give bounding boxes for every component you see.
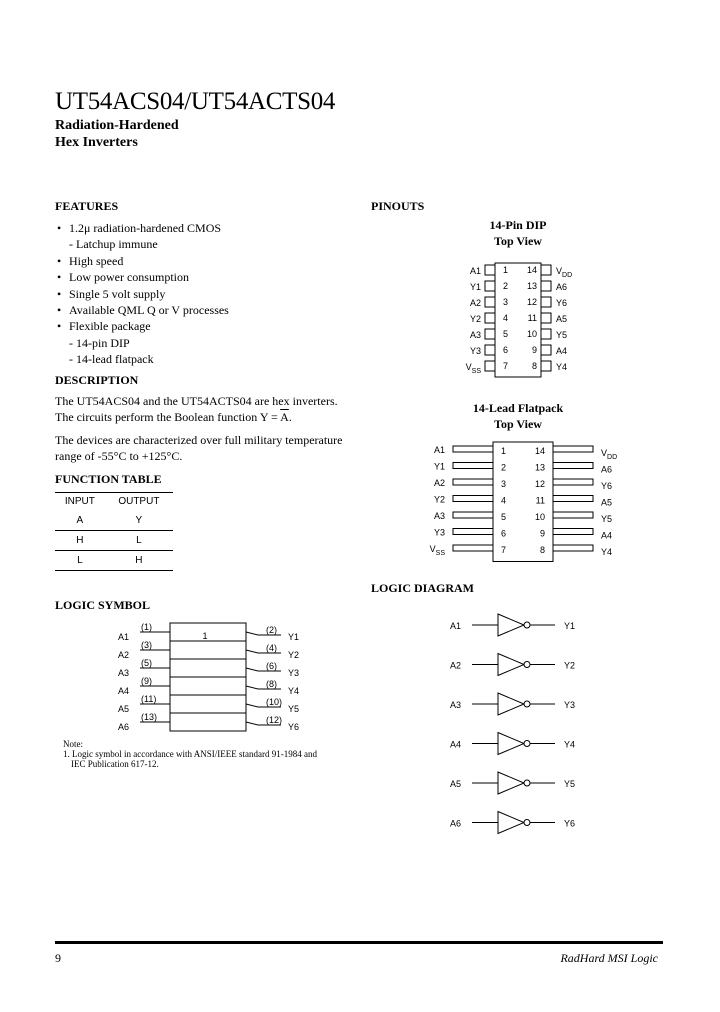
flatpack-lead-left [453,496,493,502]
footer-rule [55,941,663,944]
dip-pin-number: 12 [526,297,537,307]
gate-output-name: Y4 [564,739,576,750]
dip-pin-name: $V_{DD}$ [556,266,573,279]
dip-pin-number: 13 [526,281,537,291]
dip-package-diagram [440,255,600,380]
symbol-negation-mark [246,704,258,707]
flatpack-lead-left [453,545,493,551]
dip-pin-left [485,313,495,323]
inverter-bubble [524,662,530,668]
function-table-header-row [55,492,173,511]
dip-pin-right [541,361,551,371]
gate-input-name: A6 [450,818,462,829]
feature-subitem: - 14-pin DIP [69,335,130,350]
flatpack-pin-number: 5 [501,512,507,522]
symbol-input-pin: (11) [141,694,157,704]
dip-pin-left [485,345,495,355]
dip-pin-number: 10 [526,329,537,339]
subtitle-line-1: Radiation-Hardened [55,118,179,133]
note-line-1: 1. Logic symbol in accordance with ANSI/IEEE standard 91-1984 and [63,749,317,759]
dip-pin-right [541,281,551,291]
flatpack-pin-name: Y3 [433,527,445,538]
flatpack-pin-name: Y1 [433,461,445,472]
table-cell: H [55,531,105,551]
gate-input-name: A4 [450,739,462,750]
dip-pin-name: A2 [469,298,481,308]
feature-subitem: - Latchup immune [69,237,158,252]
function-table-a-header: A [55,511,105,531]
dip-pin-name: Y4 [556,362,568,372]
table-cell: L [55,551,105,571]
logic-diagram-heading: LOGIC DIAGRAM [371,581,475,595]
feature-item: • Single 5 volt supply [55,286,345,302]
gate-output-name: Y3 [564,700,576,710]
symbol-input-name: A6 [118,722,130,732]
symbol-output-name: Y1 [288,632,300,642]
symbol-input-name: A1 [118,632,130,642]
flatpack-lead-right [553,529,593,535]
dip-pin-left [485,281,495,291]
dip-pin-right [541,297,551,307]
inverter-gate [498,772,524,794]
flatpack-pin-name: A5 [601,497,613,508]
flatpack-pin-number: 9 [539,528,545,539]
symbol-negation-mark [246,668,258,671]
flatpack-package-diagram [405,438,635,568]
symbol-input-name: A3 [118,668,130,678]
symbol-output-name: Y4 [288,686,300,696]
logic-diagram [440,600,600,840]
table-row [55,551,173,571]
symbol-output-pin: (10) [266,697,283,707]
dip-pin-name: $V_{SS}$ [465,362,481,375]
dip-pin-right [541,329,551,339]
dip-title: 14-Pin DIP [489,218,547,232]
note-title: Note: [63,739,83,749]
flatpack-pin-number: 3 [501,479,507,489]
dip-pin-left [485,329,495,339]
table-cell: H [105,551,173,571]
inverter-gate [498,733,524,755]
gate-input-name: A5 [450,779,462,789]
inverter-gate [498,812,524,834]
flatpack-pin-number: 13 [534,462,545,473]
gate-input-name: A3 [450,700,462,710]
symbol-negation-mark [246,722,258,725]
function-table-input-header: INPUT [64,496,95,507]
dip-pin-number: 3 [503,297,509,307]
flatpack-pin-name: Y2 [433,494,445,505]
dip-pin-name: A3 [469,330,481,340]
function-table-y-header: Y [105,511,173,531]
description-heading: DESCRIPTION [55,373,139,387]
symbol-input-name: A5 [118,704,130,714]
dip-pin-name: A4 [556,346,568,356]
symbol-output-pin: (2) [266,625,277,635]
dip-pin-number: 11 [527,313,537,323]
page-number: 9 [55,951,61,965]
symbol-output-pin: (6) [266,661,277,671]
symbol-output-name: Y3 [288,668,300,678]
footer-series: RadHard MSI Logic [560,951,658,965]
flatpack-lead-left [453,463,493,469]
logic-symbol-note [63,739,317,769]
dip-pin-number: 7 [503,361,509,371]
dip-pin-name: Y3 [469,346,481,356]
inverter-bubble [524,780,530,786]
feature-item: • Low power consumption [55,269,345,285]
flatpack-lead-left [453,446,493,452]
flatpack-lead-left [453,479,493,485]
flatpack-lead-right [553,496,593,502]
dip-pin-number: 14 [526,265,537,275]
flatpack-pin-name: Y5 [601,514,613,524]
gate-output-name: Y2 [564,660,576,671]
flatpack-pin-name: $V_{DD}$ [601,448,618,461]
inverter-bubble [524,622,530,628]
feature-subitem: - 14-lead flatpack [69,352,154,367]
flatpack-lead-left [453,529,493,535]
dip-pin-number: 2 [503,281,509,291]
description-paragraph-1 [55,393,355,426]
gate-output-name: Y1 [564,621,576,631]
flatpack-pin-number: 4 [501,495,507,506]
logic-symbol-heading: LOGIC SYMBOL [55,598,151,612]
symbol-input-name: A4 [118,686,130,696]
symbol-input-pin: (1) [141,622,152,632]
gate-output-name: Y6 [564,818,576,829]
symbol-input-pin: (3) [141,640,152,650]
description-paragraph-2: The devices are characterized over full military temperature range of -55°C to +125°C. [55,432,343,464]
function-table-subheader-row [55,511,173,531]
inverter-bubble [524,701,530,707]
dip-pin-name: Y6 [556,298,568,308]
flatpack-lead-right [553,479,593,485]
dip-pin-right [541,345,551,355]
gate-output-name: Y5 [564,779,576,789]
dip-pin-name: Y5 [556,330,568,340]
symbol-output-pin: (12) [266,715,283,725]
dip-pin-name: A6 [556,282,568,292]
inverter-bubble [524,741,530,747]
dip-pin-number: 5 [503,329,509,339]
dip-subtitle: Top View [494,234,542,248]
symbol-output-name: Y2 [288,650,300,660]
inverter-gate [498,654,524,676]
dip-pin-name: Y2 [469,314,481,324]
feature-item: • Available QML Q or V processes [55,302,345,318]
symbol-input-name: A2 [118,650,130,660]
description-body [55,393,355,471]
flatpack-lead-left [453,512,493,518]
a-bar: $\overline{A}$ [280,410,289,425]
symbol-output-pin: (8) [266,679,277,689]
dip-pin-left [485,297,495,307]
flatpack-pin-number: 8 [539,545,545,555]
inverter-bubble [524,820,530,826]
feature-item: • 1.2μ radiation-hardened CMOS [55,220,345,236]
flatpack-pin-number: 10 [534,512,545,522]
logic-symbol [100,615,330,735]
symbol-output-name: Y5 [288,704,300,714]
flatpack-pin-name: A1 [433,445,445,455]
features-list [55,220,345,368]
feature-item: • High speed [55,253,345,269]
symbol-negation-mark [246,632,258,635]
gate-input-name: A1 [450,621,462,631]
flatpack-pin-number: 7 [501,545,507,555]
dip-pin-left [485,361,495,371]
symbol-input-pin: (13) [141,712,158,722]
symbol-output-name: Y6 [288,722,300,732]
flatpack-pin-name: A6 [601,464,613,475]
flatpack-lead-right [553,512,593,518]
function-table-heading: FUNCTION TABLE [55,472,162,486]
flatpack-pin-number: 1 [501,446,507,456]
dip-pin-number: 4 [503,313,509,323]
flatpack-subtitle: Top View [494,417,542,431]
function-table-output-header: OUTPUT [118,496,160,507]
flatpack-pin-name: A2 [433,478,445,488]
flatpack-title: 14-Lead Flatpack [472,401,564,415]
flatpack-lead-right [553,463,593,469]
table-cell: L [105,531,173,551]
flatpack-pin-name: $V_{SS}$ [429,544,445,557]
feature-item: • Flexible package [55,318,345,334]
description-p1-end: . [288,410,292,425]
symbol-negation-mark [246,650,258,653]
description-p1-text: The UT54ACS04 and the UT54ACTS04 are hex inverters. The circuits perform the Boolean function Y = [55,394,338,425]
dip-pin-right [541,265,551,275]
flatpack-pin-name: Y4 [601,547,613,557]
flatpack-pin-name: A3 [433,511,445,521]
flatpack-pin-name: A4 [601,530,613,541]
dip-pin-number: 8 [531,361,537,371]
note-line-2: IEC Publication 617-12. [71,759,159,769]
pinouts-heading: PINOUTS [371,199,425,213]
table-row [55,531,173,551]
flatpack-pin-number: 6 [501,528,507,539]
dip-pin-number: 1 [503,265,509,275]
subtitle-line-2: Hex Inverters [55,135,138,150]
document-title: UT54ACS04/UT54ACTS04 [55,88,336,115]
flatpack-pin-number: 14 [534,446,545,456]
inverter-gate [498,693,524,715]
symbol-input-pin: (9) [141,676,152,686]
symbol-output-pin: (4) [266,643,277,653]
dip-pin-name: A5 [556,314,568,324]
dip-pin-number: 6 [503,345,509,355]
features-heading: FEATURES [55,199,119,213]
symbol-box-label: 1 [202,631,208,641]
flatpack-lead-right [553,446,593,452]
function-table [55,492,173,571]
symbol-negation-mark [246,686,258,689]
gate-input-name: A2 [450,660,462,671]
dip-pin-number: 9 [531,345,537,355]
inverter-gate [498,614,524,636]
dip-pin-name: Y1 [469,282,481,292]
flatpack-pin-number: 11 [535,495,545,506]
symbol-input-pin: (5) [141,658,152,668]
dip-pin-right [541,313,551,323]
dip-pin-left [485,265,495,275]
flatpack-pin-name: Y6 [601,481,613,491]
dip-pin-name: A1 [469,266,481,276]
flatpack-pin-number: 2 [501,462,507,473]
flatpack-lead-right [553,545,593,551]
flatpack-pin-number: 12 [534,479,545,489]
